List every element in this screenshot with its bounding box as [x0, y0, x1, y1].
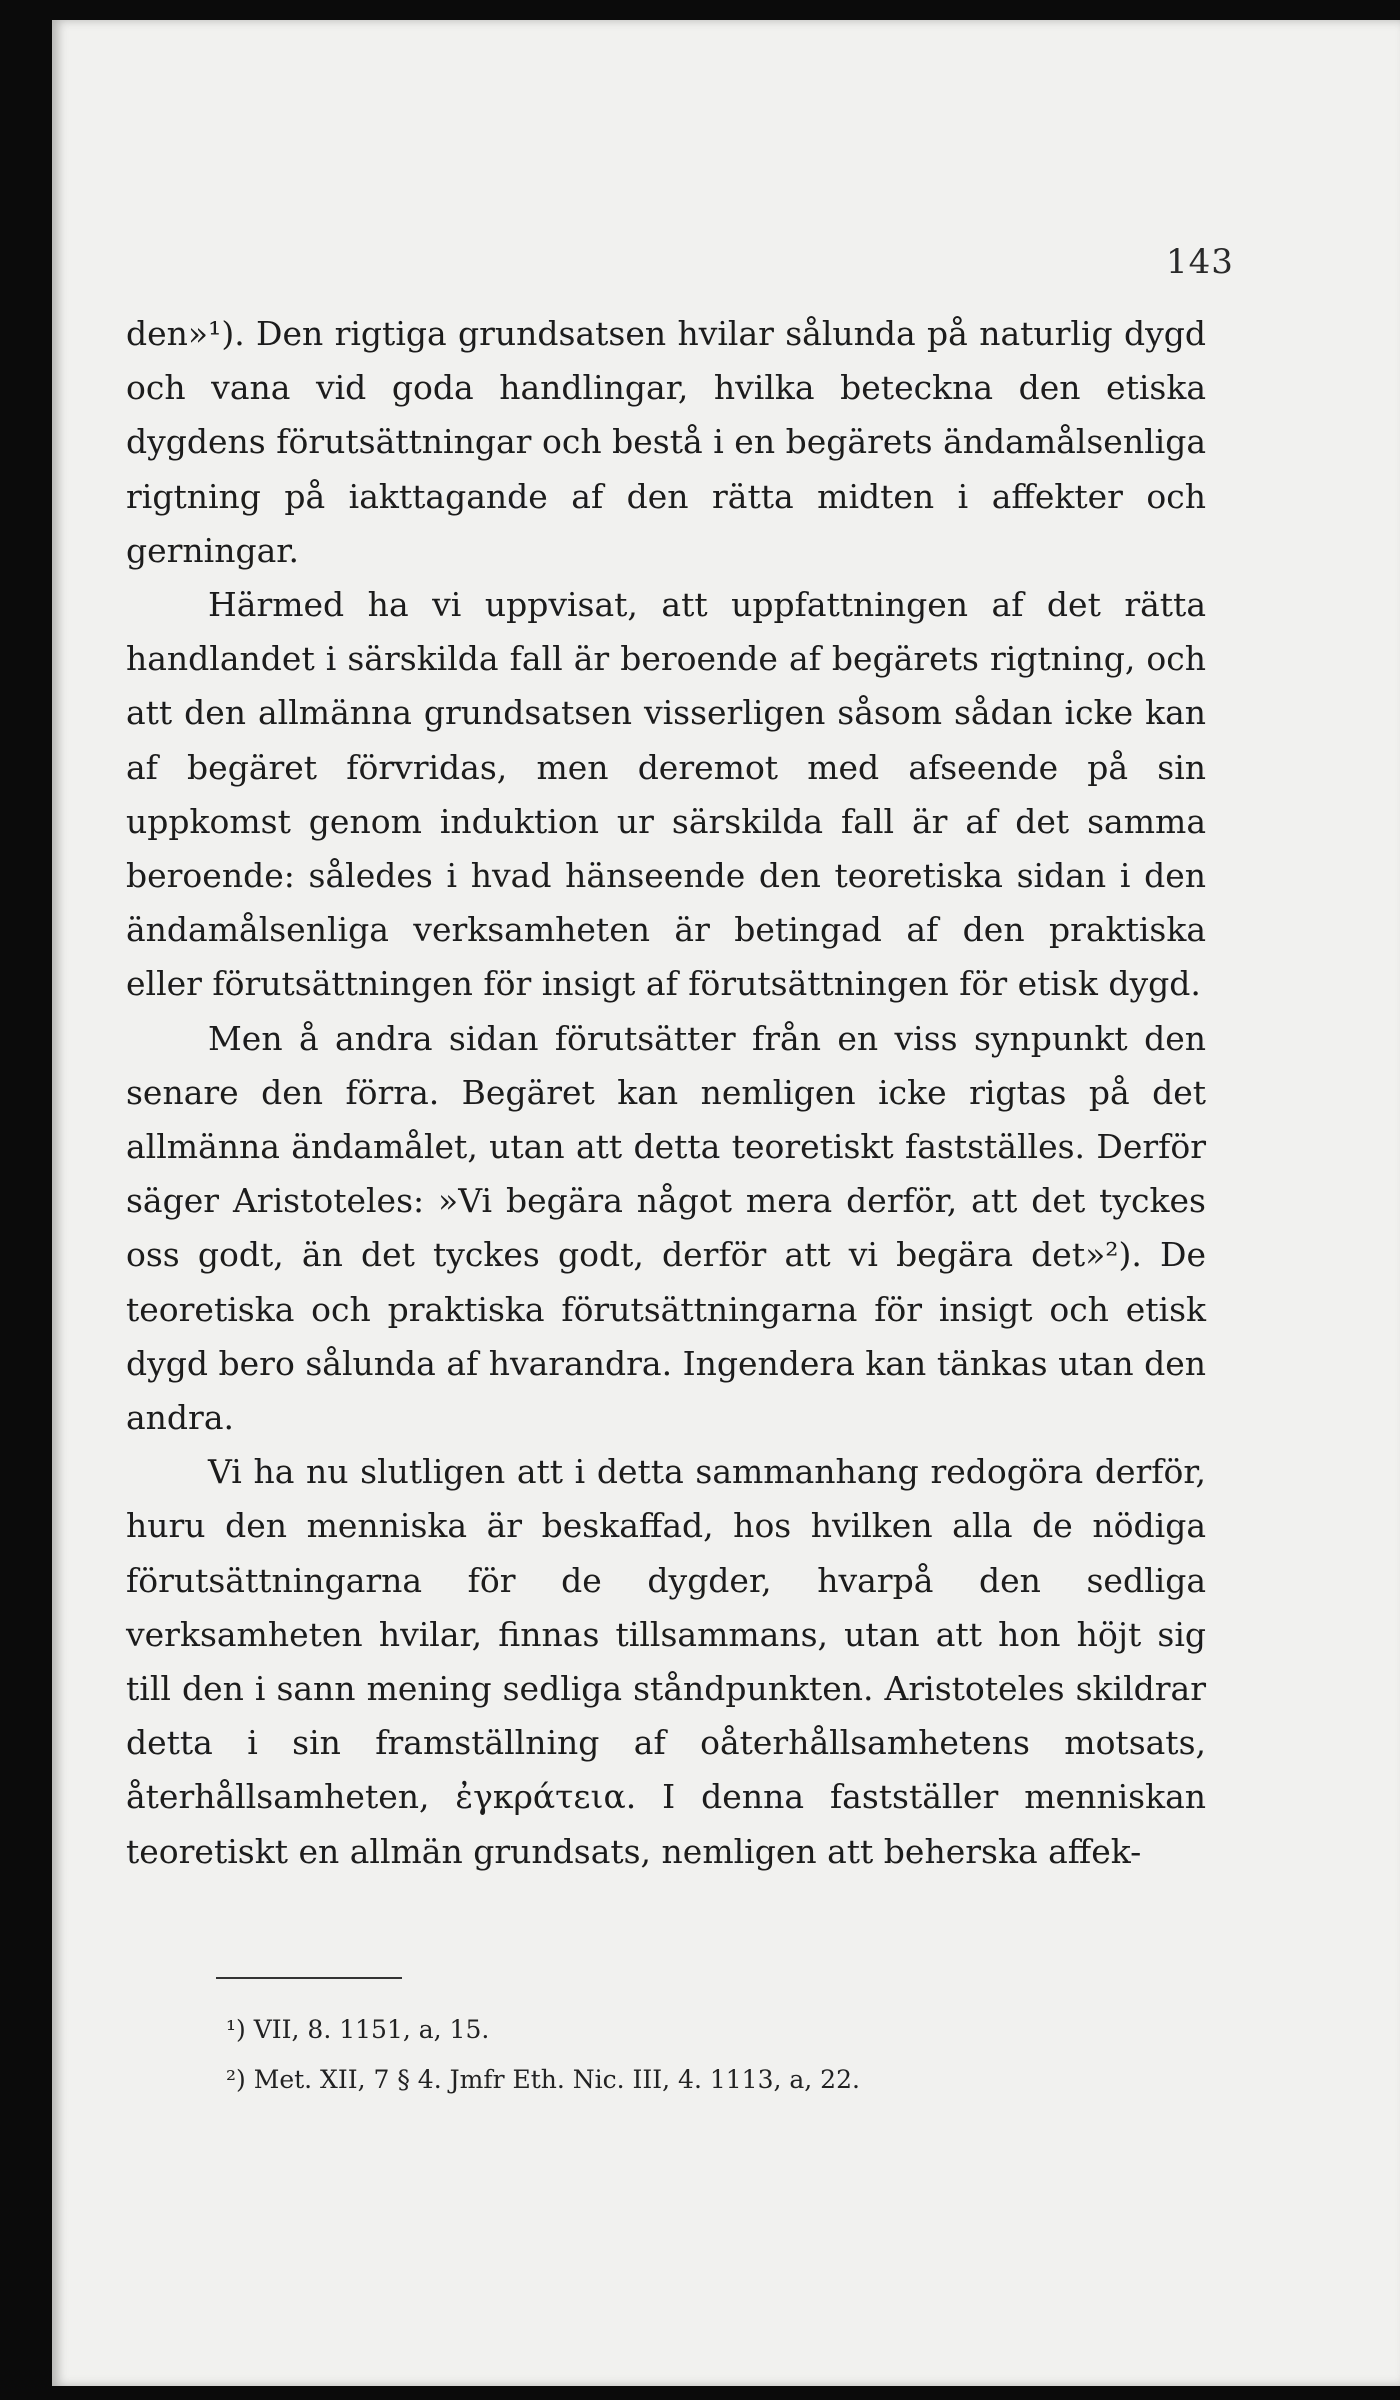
paragraph-3: Men å andra sidan förutsätter från en viss synpunkt den senare den förra. Begäret kan nemligen icke rigtas på det allmänna ändamålet, utan att detta teoretiskt fastställes. Derför säger Aristoteles: »Vi begära något mera derför, att det tyckes oss godt, än det tyckes godt, derför att vi begära det»²). De teoretiska och praktiska förutsättningarna för insigt och etisk dygd bero sålunda af hvarandra. Ingendera kan tänkas utan den andra. — [126, 1018, 1206, 1438]
paragraph-2: Härmed ha vi uppvisat, att uppfattningen af det rätta handlandet i särskilda fall är beroende af begärets rigtning, och att den allmänna grundsatsen visserligen såsom sådan icke kan af begäret förvridas, men deremot med afseende på sin uppkomst genom induktion ur särskilda fall är af det samma beroende: således i hvad hänseende den teoretiska sidan i den ändamålsenliga verksamheten är betingad af den praktiska eller förutsättningen för insigt af förutsättningen för etisk dygd. — [126, 585, 1206, 1004]
page-number: 143 — [1166, 242, 1234, 282]
paragraph-1: den»¹). Den rigtiga grundsatsen hvilar sålunda på naturlig dygd och vana vid goda handlingar, hvilka beteckna den etiska dygdens förutsättningar och bestå i en begärets ändamålsenliga rigtning på iakttagande af den rätta midten i affekter och gerningar. — [126, 314, 1206, 570]
footnote-2: ²) Met. XII, 7 § 4. Jmfr Eth. Nic. III, 4. 1113, a, 22. — [226, 2065, 860, 2094]
footnote-rule — [216, 1977, 402, 1979]
footnote-1: ¹) VII, 8. 1151, a, 15. — [226, 2015, 490, 2044]
paragraph-4: Vi ha nu slutligen att i detta sammanhang redogöra derför, huru den menniska är beskaffad, hos hvilken alla de nödiga förutsättningarna för de dygder, hvarpå den sedliga verksamheten hvilar, finnas tillsammans, utan att hon höjt sig till den i sann mening sedliga ståndpunkten. Aristoteles skildrar detta i sin framställning af oåterhållsamhetens motsats, återhållsamheten, ἐγκράτεια. I denna fastställer menniskan teoretiskt en allmän grundsats, nemligen att beherska affek- — [126, 1452, 1206, 1871]
body-text — [126, 307, 1206, 1879]
book-page — [52, 20, 1400, 2386]
footnotes — [226, 2005, 1206, 2105]
